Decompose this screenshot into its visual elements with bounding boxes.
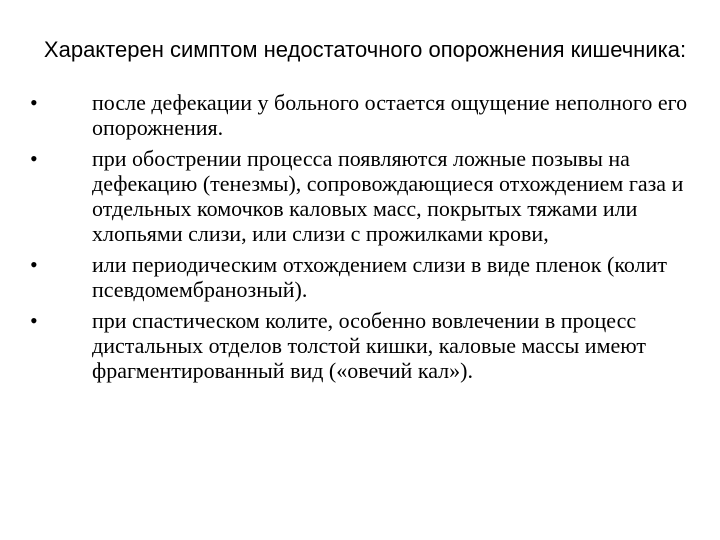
bullet-text-3: или периодическим отхождением слизи в виде пленок (колит псевдомембранозный).: [92, 252, 667, 302]
bullet-text-4: при спастическом колите, особенно вовлечении в процесс дистальных отделов толстой кишки, каловые массы имеют фрагментированный вид («овечий кал»).: [92, 308, 647, 383]
bullet-marker: •: [30, 308, 38, 333]
bullet-list: [30, 90, 700, 389]
bullet-item-3: [30, 252, 700, 302]
bullet-text-2: при обострении процесса появляются ложные позывы на дефекацию (тенезмы), сопровождающиеся отхождением газа и отдельных комочков каловых масс, покрытых тяжами или хлопьями слизи, или слизи с прожилками крови,: [92, 146, 684, 246]
bullet-marker: •: [30, 90, 38, 115]
bullet-text-1: после дефекации у больного остается ощущение неполного его опорожнения.: [92, 90, 688, 140]
slide-title: Характерен симптом недостаточного опорожнения кишечника:: [43, 37, 687, 62]
bullet-marker: •: [30, 252, 38, 277]
bullet-item-1: [30, 90, 700, 140]
bullet-item-4: [30, 308, 700, 383]
bullet-item-2: [30, 146, 700, 246]
bullet-marker: •: [30, 146, 38, 171]
